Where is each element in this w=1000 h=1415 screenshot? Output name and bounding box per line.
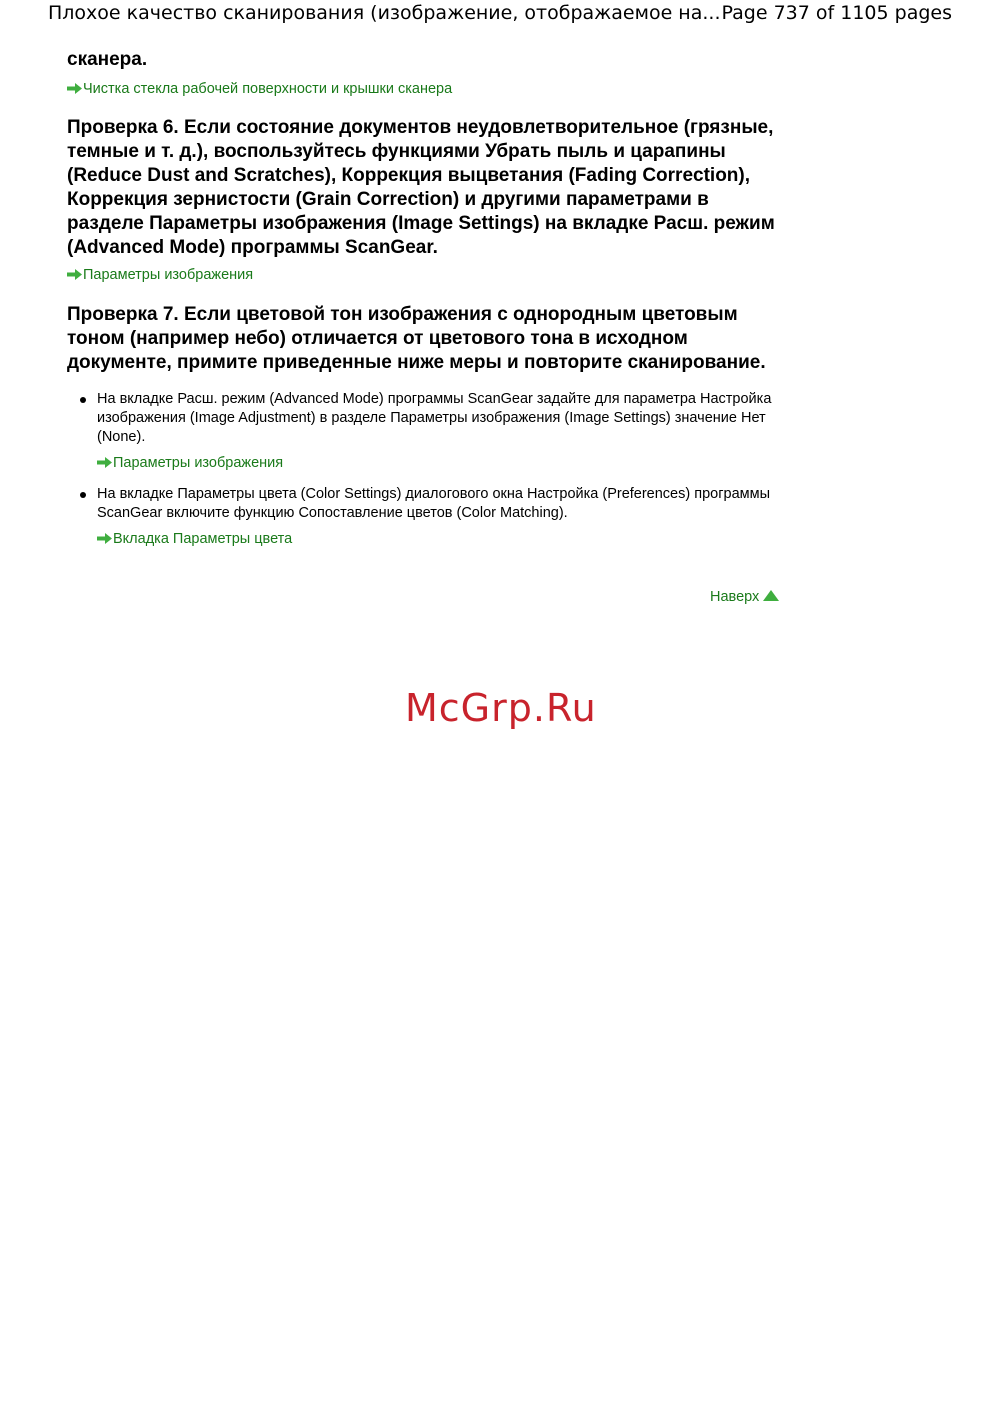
back-to-top-link[interactable]: Наверх xyxy=(710,589,779,605)
list-item: На вкладке Параметры цвета (Color Settings) диалогового окна Настройка (Preferences) программы ScanGear включите функцию Сопоставление цветов (Color Matching). Вкладка Параметры цвета xyxy=(67,485,787,549)
arrow-right-icon xyxy=(97,457,112,468)
check7-heading: Проверка 7. Если цветовой тон изображения с однородным цветовым тоном (например небо) отличается от цветового тона в исходном документе, примите приведенные ниже меры и повторите сканирование. xyxy=(67,304,766,373)
arrow-right-icon xyxy=(67,83,82,94)
link-image-settings-2[interactable]: Параметры изображения xyxy=(97,453,787,473)
page-header xyxy=(0,0,1000,32)
link-image-settings[interactable]: Параметры изображения xyxy=(67,265,787,285)
bullet-icon xyxy=(80,492,86,498)
check6-heading: Проверка 6. Если состояние документов неудовлетворительное (грязные, темные и т. д.), воспользуйтесь функциями Убрать пыль и царапины (Reduce Dust and Scratches), Коррекция выцветания (Fading Correction), Коррекция зернистости (Grain Correction) и другими параметрами в разделе Параметры изображения (Image Settings) на вкладке Расш. режим (Advanced Mode) программы ScanGear. xyxy=(67,117,775,258)
continued-heading: сканера. xyxy=(67,49,148,70)
list-item: На вкладке Расш. режим (Advanced Mode) программы ScanGear задайте для параметра Настройка изображения (Image Adjustment) в разделе Параметры изображения (Image Settings) значение Нет (None). Параметры изображения xyxy=(67,390,787,473)
link-clean-glass[interactable]: Чистка стекла рабочей поверхности и крышки сканера xyxy=(67,79,787,99)
page-counter: Page 737 of 1105 pages xyxy=(721,2,952,24)
bullet-icon xyxy=(80,397,86,403)
link-color-settings-tab[interactable]: Вкладка Параметры цвета xyxy=(97,529,787,549)
document-title: Плохое качество сканирования (изображение, отображаемое на... xyxy=(48,2,721,24)
arrow-right-icon xyxy=(67,269,82,280)
check7-list xyxy=(67,390,787,549)
main-content xyxy=(67,48,787,549)
arrow-right-icon xyxy=(97,533,112,544)
triangle-up-icon xyxy=(763,590,779,601)
watermark: McGrp.Ru xyxy=(405,686,597,730)
